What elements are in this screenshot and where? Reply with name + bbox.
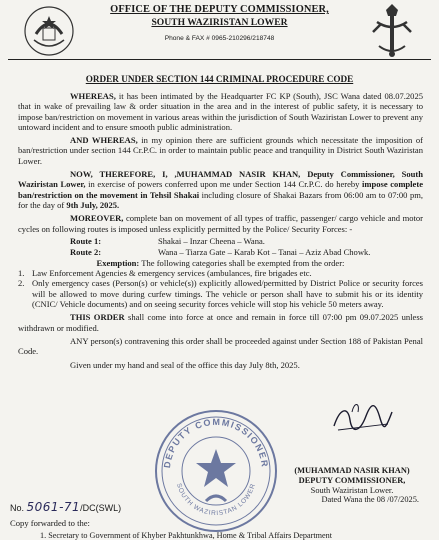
- endorsement-suffix: /DC(SWL): [80, 503, 122, 513]
- order-body: [18, 91, 423, 370]
- exemption-text: Law Enforcement Agencies & emergency services (ambulances, fire brigades etc.: [32, 268, 312, 279]
- endorsement-label: No.: [10, 503, 25, 513]
- ban-statement: impose complete ban/restriction on the movement in Tehsil Shakai: [18, 179, 423, 200]
- copy-recipient-line: 1. Secretary to Government of Khyber Pakhtunkhwa, Home & Tribal Affairs Department: [40, 531, 333, 540]
- contact-line: Phone & FAX # 0965-210296/218748: [164, 35, 275, 42]
- svg-text:SOUTH WAZIRISTAN LOWER: [175, 483, 257, 518]
- route-value: Shakai – Inzar Cheena – Wana.: [158, 235, 265, 246]
- district-title: SOUTH WAZIRISTAN LOWER: [151, 17, 288, 28]
- office-title: OFFICE OF THE DEPUTY COMMISSIONER,: [110, 4, 329, 15]
- whereas-lead: WHEREAS,: [70, 91, 116, 101]
- and-whereas-text: in my opinion there are sufficient grounds which necessitate the imposition of ban/restriction under section 144 Cr.P.C. in order to maintain public peace and tranquility in District South Waziristan Lower.: [18, 135, 423, 166]
- and-whereas-paragraph: [18, 135, 423, 166]
- handwritten-signature: [330, 398, 394, 438]
- now-therefore-text-1: in exercise of powers conferred upon me under Section 144 Cr.P.C. do hereby: [85, 179, 363, 190]
- exemption-number: 2.: [18, 278, 25, 289]
- exemption-heading: [18, 258, 423, 268]
- ban-date: 9th July, 2025.: [66, 199, 120, 210]
- copy-forwarded-heading: Copy forwarded to the:: [10, 518, 90, 528]
- and-whereas-lead: AND WHEREAS,: [70, 135, 138, 146]
- now-therefore-lead: NOW, THEREFORE, I, ,MUHAMMAD NASIR KHAN, Deputy Commissioner, South Waziristan Lower,: [18, 169, 423, 190]
- dated-value: 08 /07/2025.: [376, 495, 419, 505]
- this-order-lead: THIS ORDER: [70, 312, 125, 323]
- stamp-inner-text: SOUTH WAZIRISTAN LOWER: [175, 482, 257, 518]
- endorsement-number: [10, 500, 121, 514]
- whereas-paragraph: [18, 91, 423, 132]
- routes-list: [18, 236, 423, 258]
- stamp-star-icon: [196, 449, 236, 487]
- endorsement-value: 5061-71: [26, 500, 81, 514]
- stamp-ring-text: DEPUTY COMMISSIONER: [161, 416, 271, 469]
- exemption-text: Only emergency cases (Person(s) or vehicle(s)) explicitly allowed/permitted by District Police or security forces will be allowed to move during curfew timings. The vehicle or person shall have to submit his or its identity (CNIC/ Vehicle documents) and on seeing security forces vehicle will stop his vehicle 50 meters away.: [32, 278, 423, 310]
- signatory-name: (MUHAMMAD NASIR KHAN): [294, 466, 410, 475]
- now-therefore-paragraph: [18, 169, 423, 210]
- order-title: ORDER UNDER SECTION 144 CRIMINAL PROCEDURE CODE: [85, 74, 354, 84]
- signatory-designation: DEPUTY COMMISSIONER,: [298, 475, 406, 485]
- signature-block: [267, 466, 437, 505]
- this-order-text: shall come into force at once and remain in force till 07:00 pm 09.07.2025 unless withdrawn or modified.: [18, 312, 423, 333]
- exemption-item: [18, 268, 423, 278]
- moreover-text: complete ban on movement of all types of traffic, passenger/ cargo vehicle and motor cycles on following routes is imposed unless explicitly permitted by the Police/ Security Forces: -: [18, 213, 423, 234]
- this-order-paragraph: [18, 312, 423, 333]
- route-row: [18, 247, 423, 258]
- official-stamp: [150, 405, 282, 537]
- stamp-crescent-icon: [206, 496, 226, 501]
- exemption-lead: Exemption:: [96, 257, 140, 268]
- signatory-district: South Waziristan Lower.: [310, 485, 394, 495]
- header-divider: [8, 59, 431, 60]
- dated-label: Dated Wana the: [321, 495, 375, 505]
- moreover-paragraph: [18, 213, 423, 234]
- whereas-text: it has been intimated by the Headquarter FC KP (South), JSC Wana dated 08.07.2025 that in wake of prevailing law & order situation in the area and in the interest of public safety, it is necessary to impose ban/restriction on movement in various areas within the jurisdiction of South Waziristan Lower to prevent any untoward incident and to ensure smooth public administration.: [18, 91, 423, 132]
- route-label: Route 2:: [70, 246, 102, 257]
- now-therefore-text-2: including closure of Shakai Bazars from 06:00 am to 07:00 pm, for the day of: [18, 189, 423, 210]
- penalty-paragraph: ANY person(s) contravening this order shall be proceeded against under Section 188 of Pakistan Penal Code.: [18, 335, 423, 357]
- moreover-lead: MOREOVER,: [70, 213, 124, 224]
- exemption-item: [18, 278, 423, 309]
- given-under-hand-line: Given under my hand and seal of the office this day July 8th, 2025.: [70, 359, 300, 370]
- route-label: Route 1:: [70, 235, 102, 246]
- route-row: [18, 236, 423, 247]
- route-value: Wana – Tiarza Gate – Karab Kot – Tanai – Aziz Abad Chowk.: [158, 246, 371, 257]
- exemption-text: The following categories shall be exempted from the order:: [139, 257, 345, 268]
- dated-line: [267, 495, 437, 505]
- exemption-number: 1.: [18, 268, 25, 279]
